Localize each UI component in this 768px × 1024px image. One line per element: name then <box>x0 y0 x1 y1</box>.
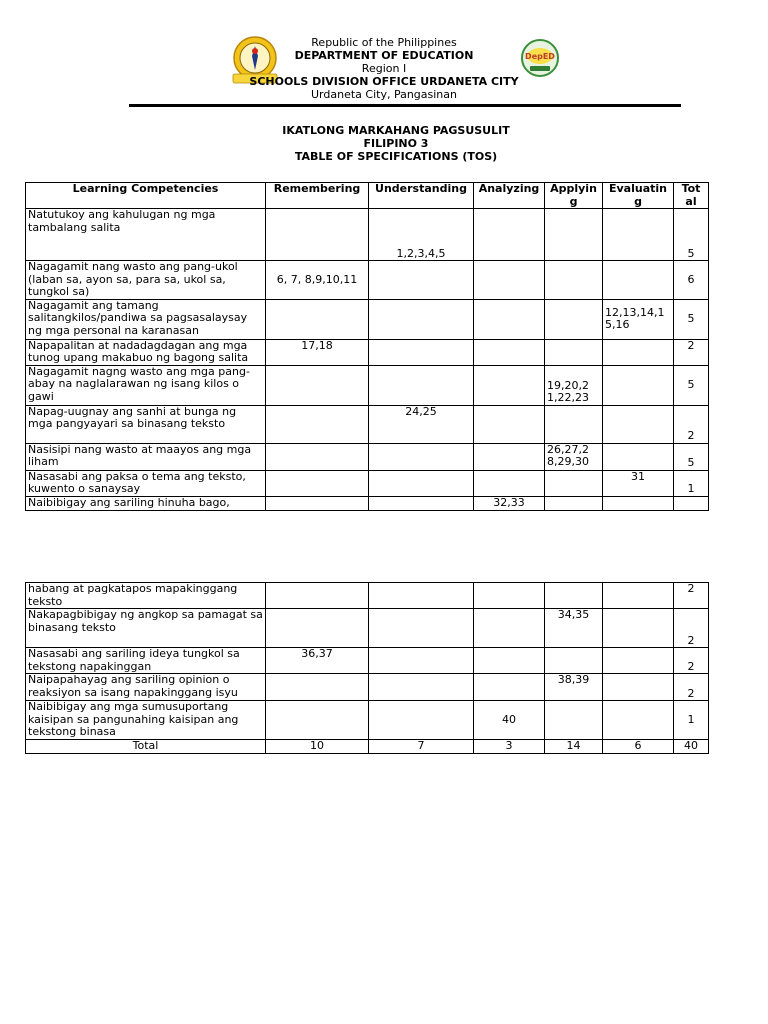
applying-cell <box>545 583 603 609</box>
grand-total: 40 <box>674 740 709 754</box>
table-row <box>26 583 709 609</box>
applying-cell: 38,39 <box>545 674 603 701</box>
table-row <box>26 261 709 300</box>
table-row <box>26 496 709 510</box>
document-header <box>0 36 768 101</box>
applying-cell <box>545 648 603 674</box>
total-cell: 6 <box>674 261 709 300</box>
total-cell: 2 <box>674 674 709 701</box>
header-learning-competencies: Learning Competencies <box>26 183 266 209</box>
remembering-cell <box>266 609 369 648</box>
analyzing-total: 3 <box>474 740 545 754</box>
competency-cell: Napag-uugnay ang sanhi at bunga ng mga pangyayari sa binasang teksto <box>26 405 266 443</box>
analyzing-cell <box>474 470 545 496</box>
remembering-cell <box>266 365 369 405</box>
analyzing-cell: 40 <box>474 701 545 740</box>
analyzing-cell <box>474 674 545 701</box>
evaluating-cell <box>603 648 674 674</box>
competency-cell: Nagagamit nang wasto ang pang-ukol (laban sa, ayon sa, para sa, ukol sa, tungkol sa) <box>26 261 266 300</box>
remembering-cell <box>266 299 369 339</box>
evaluating-cell <box>603 609 674 648</box>
understanding-cell <box>369 261 474 300</box>
applying-cell <box>545 470 603 496</box>
remembering-cell: 6, 7, 8,9,10,11 <box>266 261 369 300</box>
table-row <box>26 470 709 496</box>
applying-total: 14 <box>545 740 603 754</box>
remembering-cell <box>266 470 369 496</box>
header-applying: Applyin g <box>545 183 603 209</box>
competency-cell: Nasasabi ang paksa o tema ang teksto, kuwento o sanaysay <box>26 470 266 496</box>
table-row <box>26 443 709 470</box>
applying-cell <box>545 299 603 339</box>
table-row <box>26 405 709 443</box>
title-line-1: IKATLONG MARKAHANG PAGSUSULIT <box>282 124 510 137</box>
total-cell <box>674 496 709 510</box>
division-line: SCHOOLS DIVISION OFFICE URDANETA CITY <box>249 75 519 88</box>
evaluating-cell <box>603 496 674 510</box>
total-cell: 2 <box>674 405 709 443</box>
competency-cell: Naibibigay ang mga sumusuportang kaisipan sa pangunahing kaisipan ang tekstong binasa <box>26 701 266 740</box>
header-total: Tot al <box>674 183 709 209</box>
total-cell: 2 <box>674 339 709 365</box>
table-row <box>26 339 709 365</box>
evaluating-cell <box>603 701 674 740</box>
understanding-cell <box>369 470 474 496</box>
total-cell: 5 <box>674 209 709 261</box>
remembering-cell <box>266 674 369 701</box>
understanding-cell <box>369 365 474 405</box>
evaluating-cell <box>603 674 674 701</box>
understanding-cell <box>369 701 474 740</box>
region-line: Region I <box>361 62 407 75</box>
table-row <box>26 209 709 261</box>
table-row <box>26 365 709 405</box>
total-cell: 2 <box>674 648 709 674</box>
analyzing-cell <box>474 648 545 674</box>
understanding-cell: 24,25 <box>369 405 474 443</box>
remembering-cell <box>266 496 369 510</box>
understanding-cell <box>369 496 474 510</box>
header-evaluating: Evaluatin g <box>603 183 674 209</box>
remembering-cell: 36,37 <box>266 648 369 674</box>
evaluating-cell: 31 <box>603 470 674 496</box>
table-row <box>26 299 709 339</box>
competency-cell: Napapalitan at nadadagdagan ang mga tunog upang makabuo ng bagong salita <box>26 339 266 365</box>
title-line-3: TABLE OF SPECIFICATIONS (TOS) <box>294 150 498 163</box>
table-header-row <box>26 183 709 209</box>
department-line: DEPARTMENT OF EDUCATION <box>294 49 474 62</box>
evaluating-cell <box>603 209 674 261</box>
header-understanding: Understanding <box>369 183 474 209</box>
remembering-cell <box>266 443 369 470</box>
evaluating-cell <box>603 443 674 470</box>
understanding-total: 7 <box>369 740 474 754</box>
competency-cell: Nagagamit nagng wasto ang mga pang-abay na naglalarawan ng isang kilos o gawi <box>26 365 266 405</box>
header-divider <box>129 104 681 107</box>
analyzing-cell <box>474 609 545 648</box>
total-cell: 1 <box>674 701 709 740</box>
remembering-cell <box>266 583 369 609</box>
understanding-cell <box>369 648 474 674</box>
applying-cell <box>545 339 603 365</box>
total-cell: 2 <box>674 609 709 648</box>
evaluating-cell <box>603 365 674 405</box>
applying-cell: 34,35 <box>545 609 603 648</box>
competency-cell: Nagagamit ang tamang salitangkilos/pandiwa sa pagsasalaysay ng mga personal na karanasan <box>26 299 266 339</box>
evaluating-cell: 12,13,14,1 5,16 <box>603 299 674 339</box>
title-line-2: FILIPINO 3 <box>363 137 429 150</box>
republic-line: Republic of the Philippines <box>311 36 457 49</box>
applying-cell: 19,20,2 1,22,23 <box>545 365 603 405</box>
understanding-cell: 1,2,3,4,5 <box>369 209 474 261</box>
total-cell: 2 <box>674 583 709 609</box>
analyzing-cell <box>474 299 545 339</box>
remembering-cell <box>266 701 369 740</box>
evaluating-cell <box>603 339 674 365</box>
applying-cell <box>545 261 603 300</box>
understanding-cell <box>369 674 474 701</box>
analyzing-cell <box>474 365 545 405</box>
remembering-cell: 17,18 <box>266 339 369 365</box>
applying-cell <box>545 496 603 510</box>
evaluating-total: 6 <box>603 740 674 754</box>
competency-cell: Natutukoy ang kahulugan ng mga tambalang salita <box>26 209 266 261</box>
header-remembering: Remembering <box>266 183 369 209</box>
header-analyzing: Analyzing <box>474 183 545 209</box>
total-row <box>26 740 709 754</box>
total-cell: 5 <box>674 365 709 405</box>
competency-cell: Nakapagbibigay ng angkop sa pamagat sa binasang teksto <box>26 609 266 648</box>
analyzing-cell: 32,33 <box>474 496 545 510</box>
analyzing-cell <box>474 443 545 470</box>
tos-table-part-2 <box>25 582 709 754</box>
total-label-cell: Total <box>26 740 266 754</box>
tos-table-part-1 <box>25 182 709 511</box>
competency-cell: Naipapahayag ang sariling opinion o reaksiyon sa isang napakinggang isyu <box>26 674 266 701</box>
understanding-cell <box>369 609 474 648</box>
table-row <box>26 674 709 701</box>
analyzing-cell <box>474 209 545 261</box>
understanding-cell <box>369 299 474 339</box>
evaluating-cell <box>603 261 674 300</box>
total-cell: 5 <box>674 299 709 339</box>
understanding-cell <box>369 583 474 609</box>
competency-cell: Naibibigay ang sariling hinuha bago, <box>26 496 266 510</box>
analyzing-cell <box>474 583 545 609</box>
table-row <box>26 701 709 740</box>
evaluating-cell <box>603 583 674 609</box>
remembering-cell <box>266 405 369 443</box>
total-cell: 5 <box>674 443 709 470</box>
analyzing-cell <box>474 405 545 443</box>
city-line: Urdaneta City, Pangasinan <box>311 88 457 101</box>
understanding-cell <box>369 339 474 365</box>
applying-cell: 26,27,2 8,29,30 <box>545 443 603 470</box>
analyzing-cell <box>474 261 545 300</box>
total-cell: 1 <box>674 470 709 496</box>
competency-cell: Nasasabi ang sariling ideya tungkol sa tekstong napakinggan <box>26 648 266 674</box>
evaluating-cell <box>603 405 674 443</box>
understanding-cell <box>369 443 474 470</box>
remembering-cell <box>266 209 369 261</box>
table-row <box>26 648 709 674</box>
applying-cell <box>545 701 603 740</box>
document-title <box>0 124 768 163</box>
competency-cell: Nasisipi nang wasto at maayos ang mga liham <box>26 443 266 470</box>
competency-cell: habang at pagkatapos mapakinggang teksto <box>26 583 266 609</box>
remembering-total: 10 <box>266 740 369 754</box>
applying-cell <box>545 209 603 261</box>
svg-text:DepED: DepED <box>525 52 555 61</box>
analyzing-cell <box>474 339 545 365</box>
applying-cell <box>545 405 603 443</box>
table-row <box>26 609 709 648</box>
